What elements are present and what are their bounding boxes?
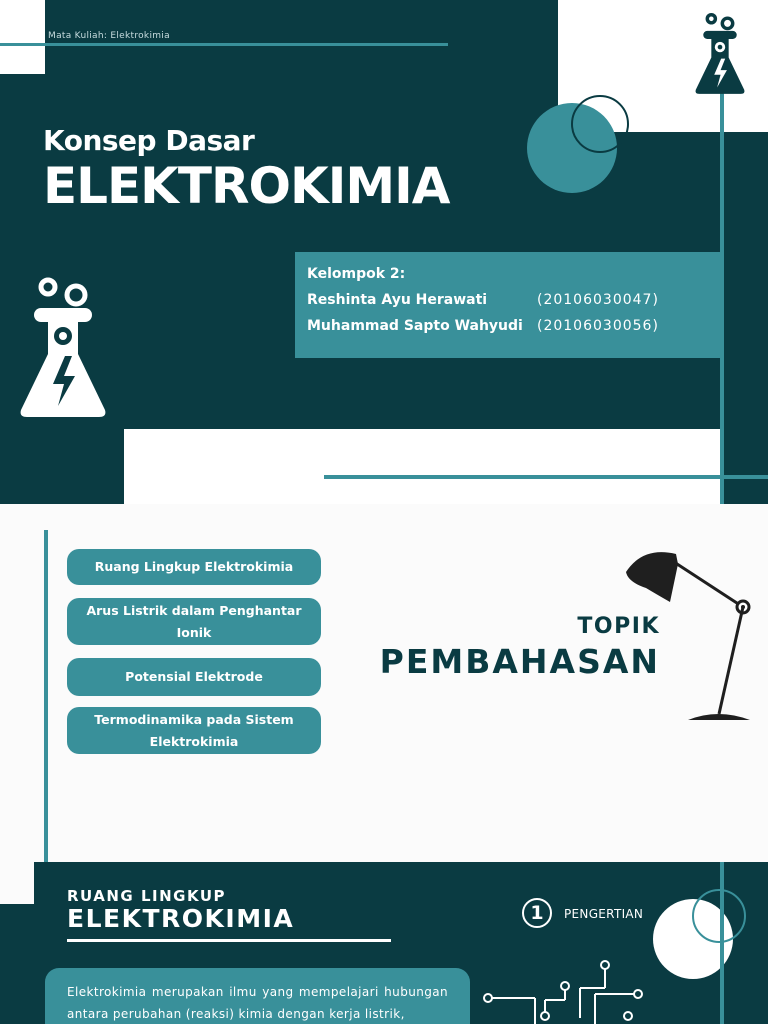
cover-subtitle: Konsep Dasar bbox=[43, 124, 255, 157]
member-id: (20106030056) bbox=[537, 318, 659, 334]
circuit-icon bbox=[480, 958, 660, 1024]
flask-lightning-icon bbox=[694, 12, 746, 96]
slide-cover bbox=[0, 0, 768, 504]
bg-block-bottom-left bbox=[0, 429, 124, 504]
definition-paragraph-box bbox=[45, 968, 470, 1024]
bg-block-bottom-right bbox=[722, 429, 768, 504]
section-heading: PEMBAHASAN bbox=[379, 642, 660, 681]
group-label: Kelompok 2: bbox=[307, 266, 406, 282]
header-line bbox=[0, 43, 448, 46]
desk-lamp-icon bbox=[618, 544, 758, 726]
cover-title: ELEKTROKIMIA bbox=[43, 157, 450, 215]
group-info-box bbox=[295, 252, 723, 358]
definition-paragraph: Elektrokimia merupakan ilmu yang mempelajari hubungan antara perubahan (reaksi) kimia dengan kerja listrik, bbox=[67, 985, 448, 1021]
decor-vertical-line bbox=[720, 862, 724, 1024]
topic-pill: Arus Listrik dalam Penghantar Ionik bbox=[67, 598, 321, 645]
member-name: Muhammad Sapto Wahyudi bbox=[307, 318, 523, 334]
bg-cutout-top-left bbox=[0, 0, 45, 74]
topic-pill: Termodinamika pada Sistem Elektrokimia bbox=[67, 707, 321, 754]
slide-topics bbox=[0, 504, 768, 862]
slide-scope bbox=[0, 862, 768, 1024]
member-id: (20106030047) bbox=[537, 292, 659, 308]
heading-underline bbox=[67, 939, 391, 942]
section-heading-small: TOPIK bbox=[577, 614, 660, 639]
member-name: Reshinta Ayu Herawati bbox=[307, 292, 488, 308]
decor-vertical-line bbox=[44, 530, 48, 862]
decor-circle-outline bbox=[571, 95, 629, 153]
topic-pill: Ruang Lingkup Elektrokimia bbox=[67, 549, 321, 585]
decor-circle-outline bbox=[692, 889, 746, 943]
scope-heading-small: RUANG LINGKUP bbox=[67, 887, 227, 905]
section-number-badge: 1 bbox=[522, 898, 552, 928]
topic-pill: Potensial Elektrode bbox=[67, 658, 321, 696]
scope-heading: ELEKTROKIMIA bbox=[67, 904, 295, 933]
subsection-title: PENGERTIAN bbox=[564, 907, 644, 921]
course-label: Mata Kuliah: Elektrokimia bbox=[48, 31, 170, 41]
flask-lightning-icon bbox=[18, 276, 108, 420]
decor-horizontal-line bbox=[324, 475, 768, 479]
